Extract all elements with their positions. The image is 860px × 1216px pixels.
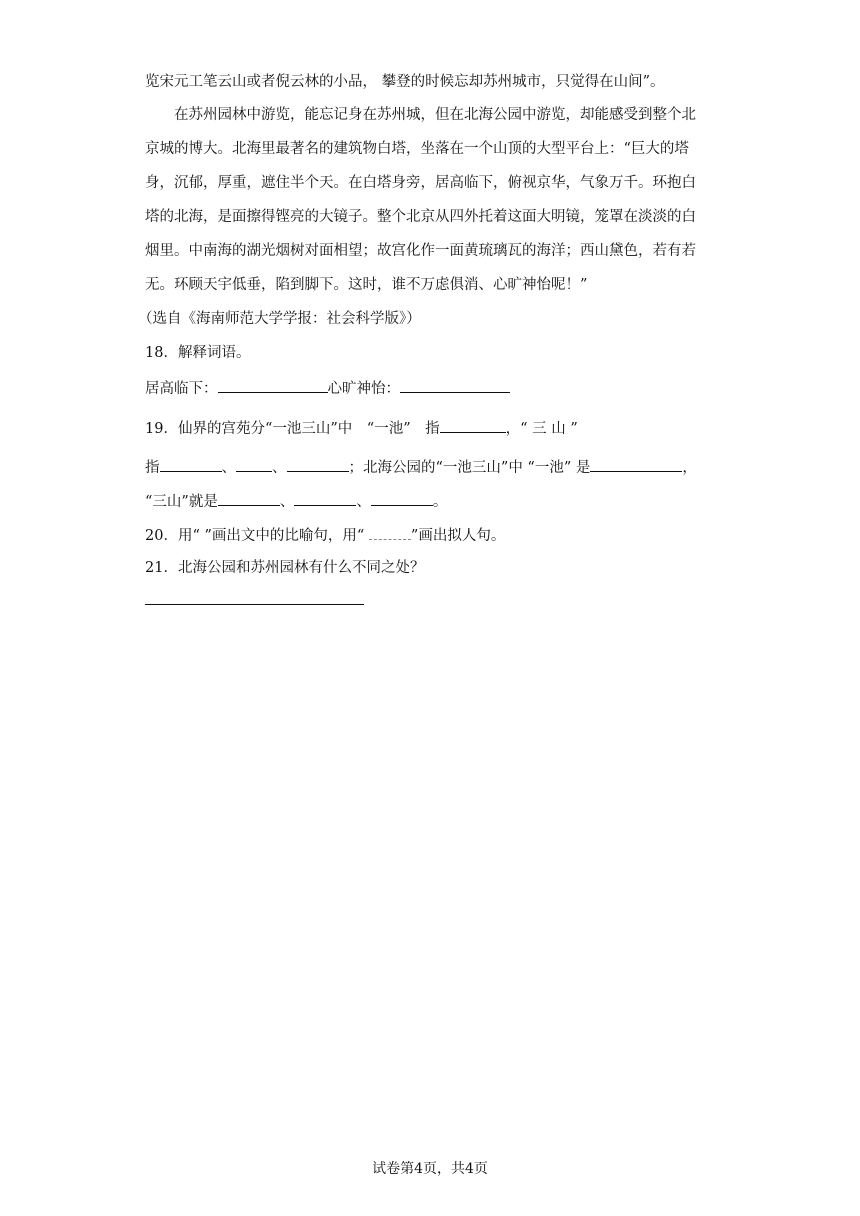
answer-blank[interactable] [287, 456, 349, 472]
passage-line-3: 京城的博大。北海里最著名的建筑物白塔，坐落在一个山顶的大型平台上：“巨大的塔 [145, 141, 689, 157]
question-19-text: 指 [145, 460, 160, 476]
question-21-title: 21．北海公园和苏州园林有什么不同之处？ [145, 560, 425, 576]
question-20-text: ”画出拟人句。 [410, 528, 506, 544]
question-18-title: 18．解释词语。 [145, 345, 251, 361]
answer-blank[interactable] [371, 490, 433, 506]
passage-line-5: 塔的北海，是面擦得铿亮的大镜子。整个北京从四外托着这面大明镜，笼罩在淡淡的白 [145, 209, 696, 225]
question-19-line-3 [145, 490, 720, 512]
answer-blank[interactable] [294, 490, 356, 506]
question-19-text: 19．仙界的宫苑分“一池三山”中 “一池” 指 [145, 421, 440, 437]
separator: 、 [356, 494, 371, 510]
question-18-terms [145, 377, 720, 399]
answer-blank[interactable] [218, 490, 280, 506]
page-footer: 试卷第4页，共4页 [372, 1161, 488, 1177]
separator: 、 [279, 494, 295, 510]
question-20-text: 20．用“ ”画出文中的比喻句，用“ [145, 528, 369, 544]
separator: 、 [272, 460, 287, 476]
question-19-text: ；北海公园的“一池三山”中 “一池” 是 [348, 460, 591, 476]
answer-blank[interactable] [160, 456, 222, 472]
passage-line-1: 览宋元工笔云山或者倪云林的小品， 攀登的时候忘却苏州城市，只觉得在山间”。 [145, 74, 665, 90]
passage-line-7: 无。环顾天宇低垂，陷到脚下。这时，谁不万虑俱消、心旷神怡呢！” [145, 277, 588, 293]
answer-blank[interactable] [590, 456, 682, 472]
separator: 。 [432, 494, 448, 510]
answer-blank[interactable] [400, 377, 510, 393]
question-20 [145, 524, 720, 546]
separator: 、 [221, 460, 236, 476]
term-xinkuangshenyi-label: 心旷神怡： [327, 381, 400, 397]
passage-line-2: 在苏州园林中游览，能忘记身在苏州城，但在北海公园中游览，却能感受到整个北 [174, 107, 696, 123]
question-19-line-2 [145, 456, 720, 478]
answer-line[interactable] [145, 604, 364, 605]
question-19-line-1 [145, 417, 720, 439]
question-19-text: “三山”就是 [145, 494, 218, 510]
passage-line-6: 烟里。中南海的湖光烟树对面相望；故宫化作一面黄琉璃瓦的海洋；西山黛色，若有若 [145, 243, 696, 259]
answer-blank[interactable] [218, 377, 328, 393]
answer-blank[interactable] [440, 417, 506, 433]
passage-line-4: 身，沉郁，厚重，遮住半个天。在白塔身旁，居高临下，俯视京华，气象万千。环抱白 [145, 175, 696, 191]
answer-blank[interactable] [236, 456, 272, 472]
term-juguolinxia-label: 居高临下： [145, 381, 218, 397]
separator: ， [682, 460, 697, 476]
dashed-underline-sample [369, 524, 411, 540]
passage-source: （选自《海南师范大学学报：社会科学版》） [138, 311, 421, 327]
question-19-text: ，“ 三 山 ” [505, 421, 578, 437]
